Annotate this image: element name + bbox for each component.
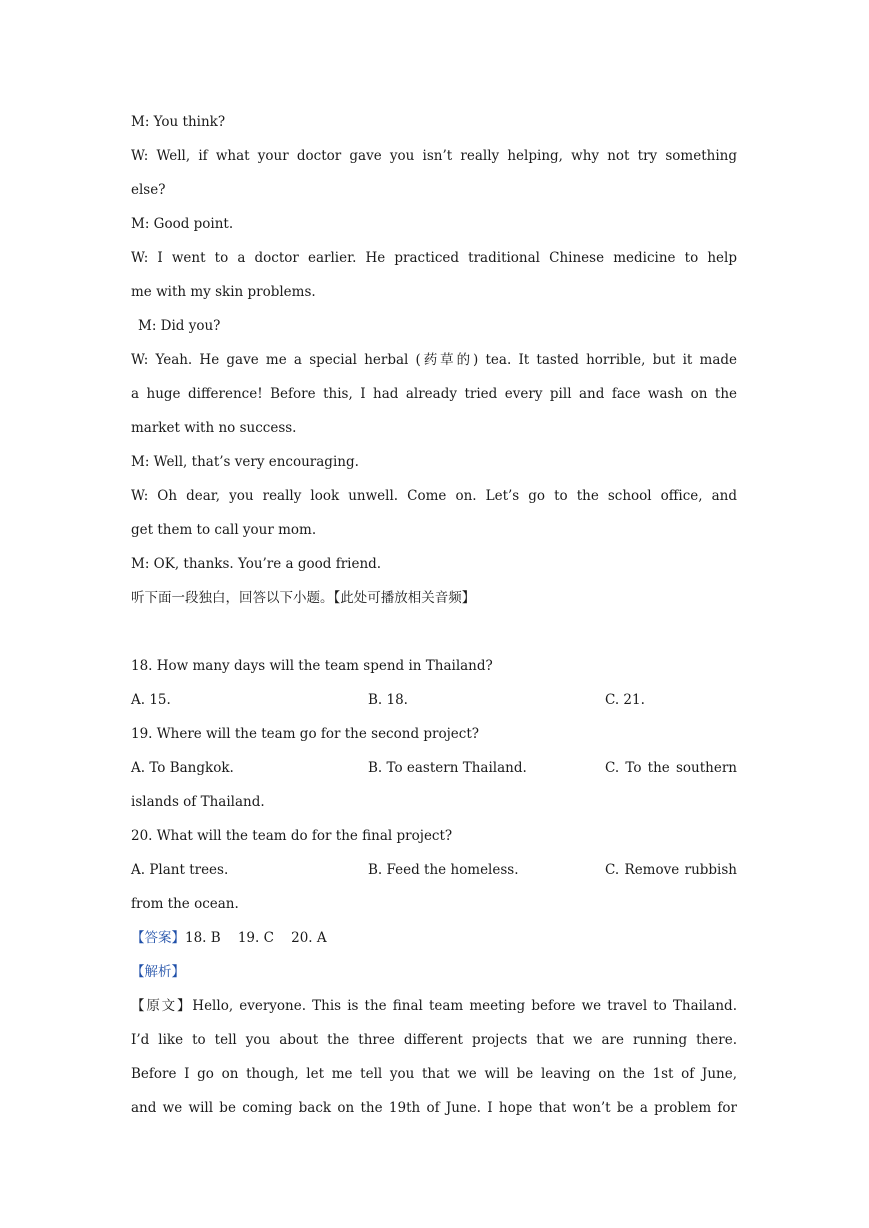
option-b: B. Feed the homeless. [368, 862, 519, 878]
question-stem: 18. How many days will the team spend in Thailand? [131, 658, 493, 674]
spacer [131, 618, 737, 652]
dialogue-line: M: OK, thanks. You’re a good friend. [131, 556, 382, 572]
dialogue-line: M: You think? [131, 114, 226, 130]
analysis-tag: 【解析】 [131, 964, 185, 980]
answer-tag: 【答案】 [131, 930, 185, 946]
option-b: B. 18. [368, 692, 408, 708]
question-options [131, 856, 737, 890]
dialogue-line: market with no success. [131, 420, 297, 436]
question-options [131, 686, 737, 720]
question-options [131, 754, 737, 788]
option-c: C. 21. [605, 692, 645, 708]
dialogue-line: M: Did you? [138, 318, 221, 334]
dialogue-line: M: Good point. [131, 216, 234, 232]
answer-line [131, 924, 737, 958]
option-c: C. To the southern [605, 760, 737, 776]
dialogue-line: me with my skin problems. [131, 284, 316, 300]
dialogue-line: M: Well, that’s very encouraging. [131, 454, 359, 470]
transcript-line: I’d like to tell you about the three different projects that we are running there. [131, 1032, 737, 1048]
answer-text: 18. B 19. C 20. A [185, 930, 327, 946]
transcript-first: Hello, everyone. This is the final team meeting before we travel to Thailand. [192, 998, 737, 1014]
transcript-tag: 【原文】 [131, 998, 193, 1014]
dialogue-line: W: Well, if what your doctor gave you isn’t really helping, why not try something [131, 148, 737, 164]
transcript-line: and we will be coming back on the 19th of June. I hope that won’t be a problem for [131, 1100, 737, 1116]
transcript-line [131, 992, 737, 1026]
dialogue-line: else? [131, 182, 166, 198]
document-page [131, 108, 737, 1128]
question-stem: 20. What will the team do for the final project? [131, 828, 453, 844]
section-instruction: 听下面一段独白，回答以下小题。【此处可播放相关音频】 [131, 590, 476, 606]
option-c-continued: islands of Thailand. [131, 794, 265, 810]
option-a: A. Plant trees. [131, 862, 229, 878]
option-c: C. Remove rubbish [605, 862, 737, 878]
option-a: A. To Bangkok. [131, 760, 234, 776]
option-c-continued: from the ocean. [131, 896, 239, 912]
option-b: B. To eastern Thailand. [368, 760, 527, 776]
analysis-line [131, 958, 737, 992]
option-a: A. 15. [131, 692, 171, 708]
question-stem: 19. Where will the team go for the second project? [131, 726, 479, 742]
dialogue-line: a huge difference! Before this, I had already tried every pill and face wash on the [131, 386, 737, 402]
dialogue-line: W: Oh dear, you really look unwell. Come on. Let’s go to the school office, and [131, 488, 737, 504]
dialogue-line: W: I went to a doctor earlier. He practiced traditional Chinese medicine to help [131, 250, 737, 266]
dialogue-line: get them to call your mom. [131, 522, 317, 538]
transcript-line: Before I go on though, let me tell you that we will be leaving on the 1st of June, [131, 1066, 737, 1082]
dialogue-line: W: Yeah. He gave me a special herbal (药草的) tea. It tasted horrible, but it made [131, 352, 737, 368]
